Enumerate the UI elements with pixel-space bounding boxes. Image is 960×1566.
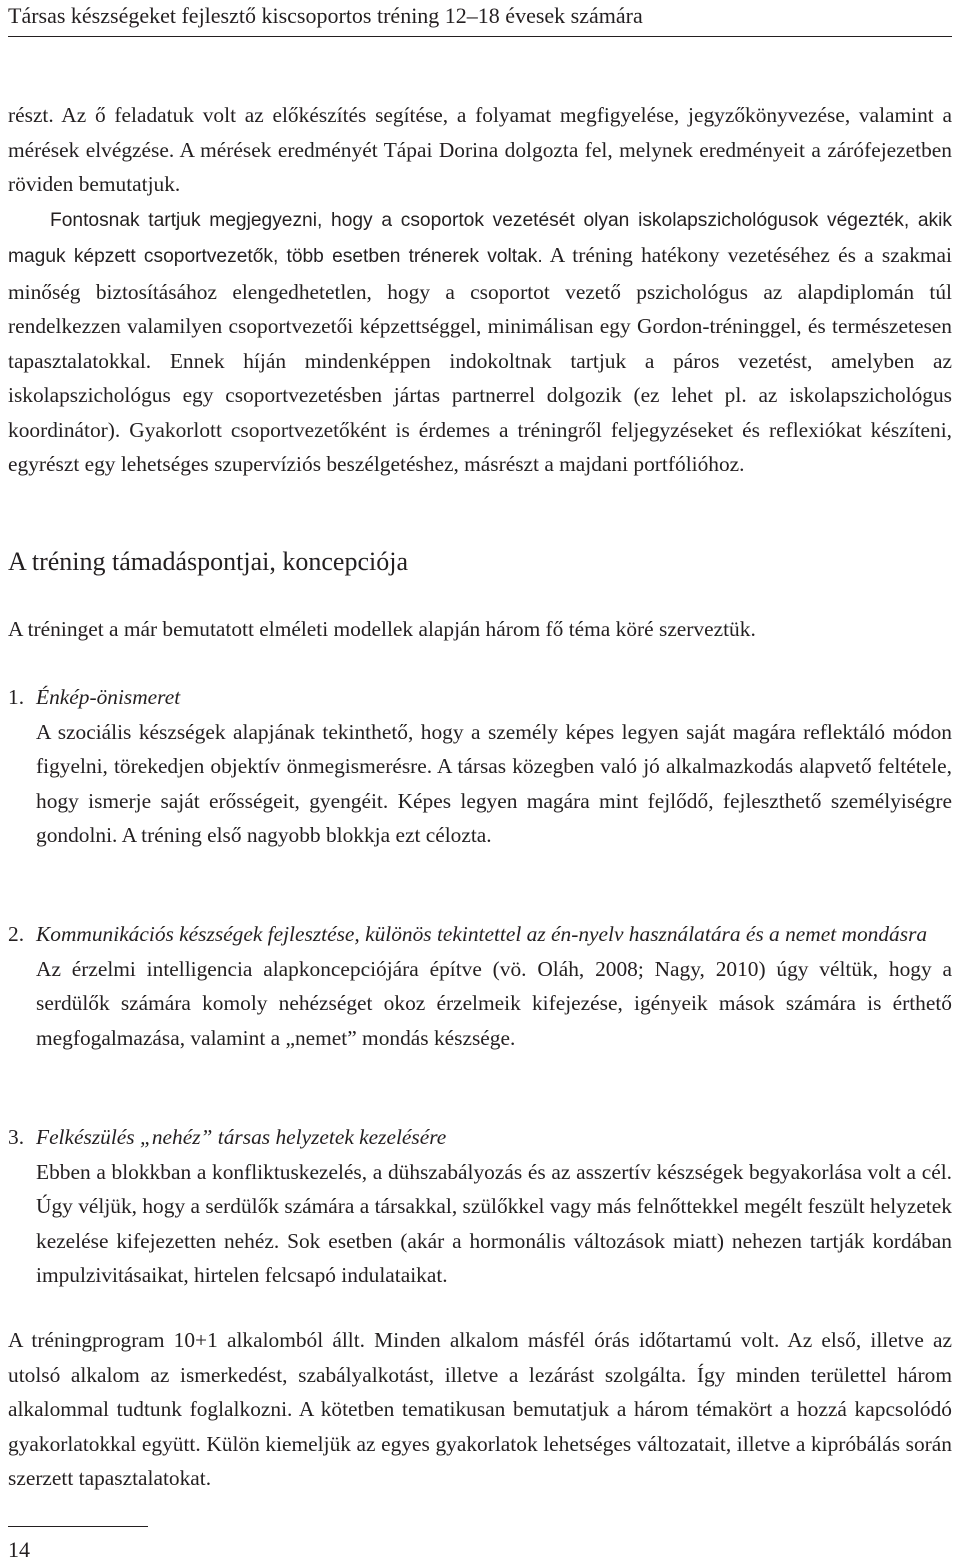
running-header: Társas készségeket fejlesztő kiscsoportos tréning 12–18 évesek számára	[8, 0, 952, 37]
list-item-communication	[8, 917, 952, 1055]
list-text: Ebben a blokkban a konfliktuskezelés, a dühszabályozás és az asszertív készségek begyakorlása volt a cél. Úgy véljük, hogy a serdülők számára a társakkal, szülőkkel vagy más felnőttekkel megélt feszült helyzetek kezelése kifejezetten nehéz. Sok esetben (akár a hormonális változások miatt) nehezen tartják kordában impulzivitásaikat, hirtelen felcsapó indulataikat.	[36, 1159, 952, 1287]
closing-paragraph: A tréningprogram 10+1 alkalomból állt. Minden alkalom másfél órás időtartamú volt. Az első, illetve az utolsó alkalom az ismerkedést, szabályalkotást, illetve a lezárást szolgálta. Így minden területtel három alkalommal tudtunk foglalkozni. A kötetben tematikusan bemutatjuk a három témakört a hozzá kapcsolódó gyakorlatokkal együtt. Külön kiemeljük az egyes gyakorlatok lehetséges változatait, illetve a kipróbálás során szerzett tapasztalatokat.	[8, 1328, 952, 1490]
list-body	[36, 1120, 952, 1293]
list-number: 2.	[8, 922, 25, 946]
paragraph-group-leaders	[8, 202, 952, 482]
list-number: 3.	[8, 1125, 25, 1149]
list-title: Felkészülés „nehéz” társas helyzetek kezelésére	[36, 1125, 447, 1149]
list-body	[36, 680, 952, 853]
list-item-difficult-situations	[8, 1120, 952, 1293]
section-intro: A tréninget a már bemutatott elméleti modellek alapján három fő téma köré szerveztük.	[8, 617, 756, 641]
list-item-self-image	[8, 680, 952, 853]
list-text: A szociális készségek alapjának tekinthető, hogy a személy képes legyen saját magára reflektáló módon figyelni, törekedjen objektív önmegismerésre. A társas közegben való jó alkalmazkodás alapvető feltétele, hogy ismerje saját erősségeit, gyengéit. Képes legyen magára mint fejlődő, fejleszthető személyiségre gondolni. A tréning első nagyobb blokkja ezt célozta.	[36, 719, 952, 847]
body-text	[8, 98, 952, 482]
paragraph-serif-part: A tréning hatékony vezetéséhez és a szakmai minőség biztosításához elengedhetetlen, hogy a csoportot vezető pszichológus az alapdiplomán túl rendelkezzen valamilyen csoportvezetői képzettséggel, minimálisan egy Gordon-tréninggel, és természetesen tapasztalatokkal. Ennek híján mindenképpen indokoltnak tartjuk a páros vezetést, amelyben az iskolapszichológus egy csoportvezetésben jártas partnerrel dolgozik (ez lehet pl. az iskolapszichológus koordinátor). Gyakorlott csoportvezetőként is érdemes a tréningről feljegyzéseket és reflexiókat készíteni, egyrészt egy lehetséges szupervíziós beszélgetéshez, másrészt a majdani portfólióhoz.	[8, 243, 952, 476]
paragraph-continued: részt. Az ő feladatuk volt az előkészítés segítése, a folyamat megfigyelése, jegyzőkönyvezése, valamint a mérések elvégzése. A mérések eredményét Tápai Dorina dolgozta fel, melynek eredményeit a zárófejezetben röviden bemutatjuk.	[8, 103, 952, 196]
footer-rule	[8, 1526, 148, 1527]
page-number: 14	[8, 1537, 30, 1562]
list-title: Kommunikációs készségek fejlesztése, különös tekintettel az én-nyelv használatára és a nemet mondásra	[36, 922, 928, 946]
list-title: Énkép-önismeret	[36, 685, 181, 709]
section-heading: A tréning támadáspontjai, koncepciója	[8, 547, 408, 576]
list-number: 1.	[8, 685, 25, 709]
list-text: Az érzelmi intelligencia alapkoncepciójára építve (vö. Oláh, 2008; Nagy, 2010) úgy véltük, hogy a serdülők számára komoly nehézséget okoz érzelmeik kifejezése, igényeik mások számára is érthető megfogalmazása, valamint a „nemet” mondás készsége.	[36, 956, 952, 1050]
paragraph-sans-part: Fontosnak tartjuk megjegyezni, hogy a csoportok vezetését olyan iskolapszichológusok végezték, akik maguk képzett csoportvezetők, több esetben trénerek voltak.	[8, 209, 952, 267]
list-body	[36, 917, 952, 1055]
